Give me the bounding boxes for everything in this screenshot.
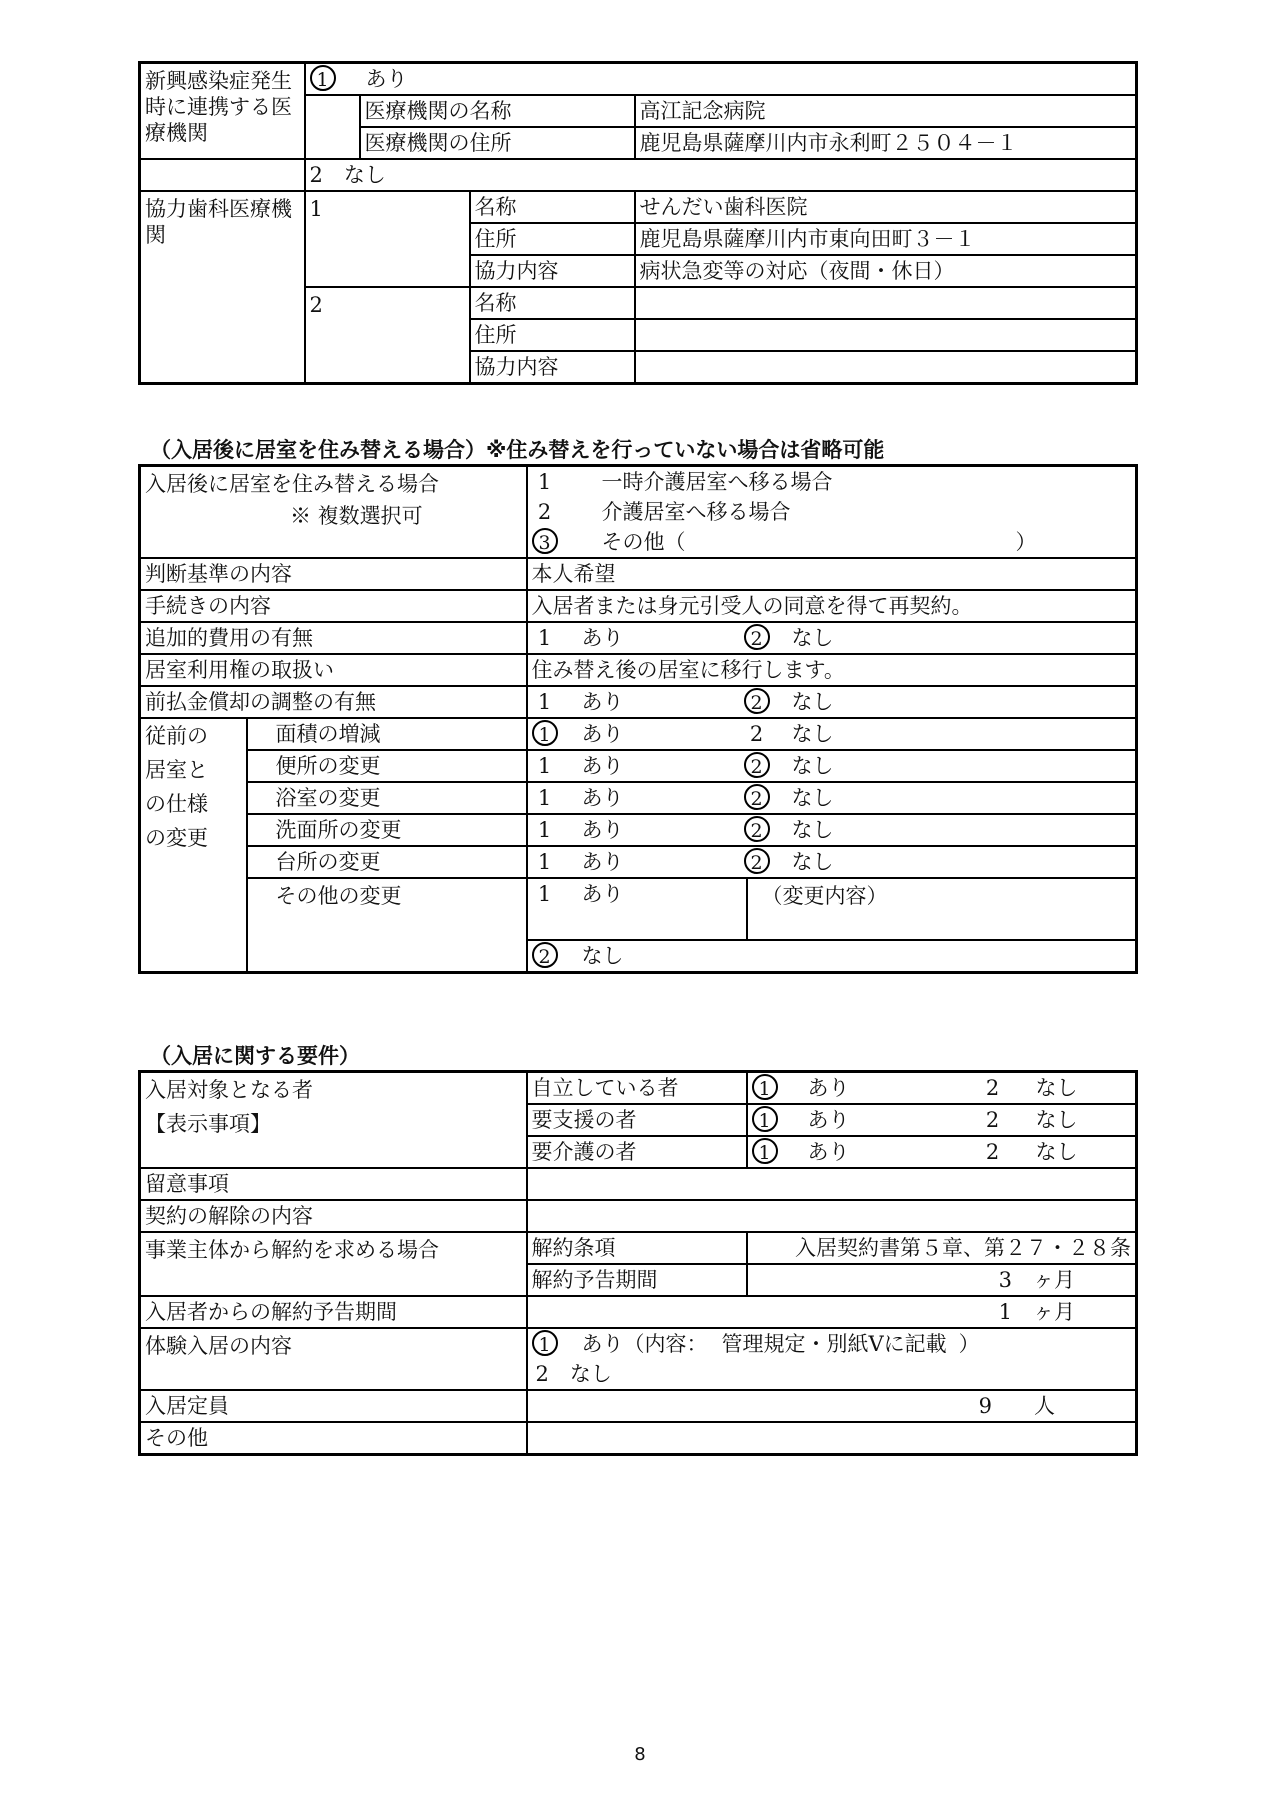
toilet-label: 便所の変更 [247, 750, 527, 782]
dental-1-name-label: 名称 [470, 191, 635, 223]
criteria-value: 本人希望 [527, 558, 1137, 590]
occupancy-right-label: 居室利用権の取扱い [140, 654, 527, 686]
dental-1-addr-label: 住所 [470, 223, 635, 255]
notes-value [527, 1168, 1137, 1200]
notice-value: 3 ヶ月 [747, 1264, 1137, 1296]
dental-2-name-label: 名称 [470, 287, 635, 319]
dental-2-addr-label: 住所 [470, 319, 635, 351]
selected-circle: 1 [752, 1106, 778, 1132]
area-label: 面積の増減 [247, 718, 527, 750]
infection-label: 新興感染症発生時に連携する医療機関 [140, 63, 305, 160]
infection-option-1: 1 あり [305, 63, 1137, 96]
dental-2-addr [635, 319, 1137, 351]
infection-name-label: 医療機関の名称 [360, 95, 635, 127]
cancel-label: 契約の解除の内容 [140, 1200, 527, 1232]
other-change-ari: 1 あり [527, 878, 747, 909]
bath-label: 浴室の変更 [247, 782, 527, 814]
case-option-2: 2 介護居室へ移る場合 [527, 497, 1137, 527]
independent-label: 自立している者 [527, 1072, 747, 1105]
resident-notice-label: 入居者からの解約予告期間 [140, 1296, 527, 1328]
requirements-table [138, 1070, 1138, 1456]
selected-circle: 3 [532, 528, 558, 554]
selected-circle: 2 [532, 942, 558, 968]
independent-options: 1 あり 2 なし [747, 1072, 1137, 1105]
capacity-value: 9 人 [527, 1390, 1137, 1422]
dental-1-coop-label: 協力内容 [470, 255, 635, 287]
prepay-label: 前払金償却の調整の有無 [140, 686, 527, 718]
other-value [527, 1422, 1137, 1455]
selected-circle: 1 [752, 1074, 778, 1100]
selected-circle: 1 [310, 65, 336, 91]
criteria-label: 判断基準の内容 [140, 558, 527, 590]
other-label: その他 [140, 1422, 527, 1455]
infection-name-value: 高江記念病院 [635, 95, 1137, 127]
washroom-options: 1 あり 2 なし [527, 814, 1137, 846]
area-options: 1 あり 2 なし [527, 718, 1137, 750]
extra-cost-label: 追加的費用の有無 [140, 622, 527, 654]
infection-addr-value: 鹿児島県薩摩川内市永利町２５０４－１ [635, 127, 1137, 159]
procedure-value: 入居者または身元引受人の同意を得て再契約。 [527, 590, 1137, 622]
notice-label: 解約予告期間 [527, 1264, 747, 1296]
room-change-table [138, 464, 1138, 974]
kitchen-options: 1 あり 2 なし [527, 846, 1137, 878]
infection-option-2: 2 なし [305, 159, 1137, 191]
requirements-heading: （入居に関する要件） [150, 1044, 360, 1068]
selected-circle: 2 [744, 784, 770, 810]
spec-change-label: 従前の 居室と の仕様 の変更 [140, 718, 247, 973]
selected-circle: 2 [744, 848, 770, 874]
selected-circle: 1 [532, 720, 558, 746]
trial-content: 管理規定・別紙Ⅴに記載 [721, 1332, 947, 1356]
room-change-case: 入居後に居室を住み替える場合 ※ 複数選択可 [140, 466, 527, 559]
medical-institutions-table [138, 61, 1138, 385]
case-option-3: 3 その他（ ） [527, 527, 1137, 558]
selected-circle: 2 [744, 624, 770, 650]
dental-label: 協力歯科医療機関 [140, 191, 305, 384]
support-options: 1 あり 2 なし [747, 1104, 1137, 1136]
procedure-label: 手続きの内容 [140, 590, 527, 622]
care-options: 1 あり 2 なし [747, 1136, 1137, 1168]
page-number: 8 [634, 1744, 646, 1765]
case-option-1: 1 一時介護居室へ移る場合 [527, 466, 1137, 498]
resident-notice-value: 1 ヶ月 [527, 1296, 1137, 1328]
dental-2-name [635, 287, 1137, 319]
care-label: 要介護の者 [527, 1136, 747, 1168]
selected-circle: 2 [744, 816, 770, 842]
cancel-clause-label: 解約条項 [527, 1232, 747, 1264]
extra-cost-options: 1 あり 2 なし [527, 622, 1137, 654]
support-label: 要支援の者 [527, 1104, 747, 1136]
trial-option-2: 2 なし [527, 1359, 1137, 1390]
dental-1-name: せんだい歯科医院 [635, 191, 1137, 223]
operator-cancel-label: 事業主体から解約を求める場合 [140, 1232, 527, 1296]
cancel-value [527, 1200, 1137, 1232]
dental-1-coop: 病状急変等の対応（夜間・休日） [635, 255, 1137, 287]
trial-label: 体験入居の内容 [140, 1328, 527, 1390]
selected-circle: 1 [752, 1138, 778, 1164]
selected-circle: 2 [744, 688, 770, 714]
dental-1-num: 1 [305, 191, 470, 287]
notes-label: 留意事項 [140, 1168, 527, 1200]
selected-circle: 2 [744, 752, 770, 778]
selected-circle: 1 [532, 1330, 558, 1356]
infection-addr-label: 医療機関の住所 [360, 127, 635, 159]
dental-1-addr: 鹿児島県薩摩川内市東向田町３－１ [635, 223, 1137, 255]
toilet-options: 1 あり 2 なし [527, 750, 1137, 782]
change-content-label: （変更内容） [747, 878, 1137, 940]
cancel-clause-value: 入居契約書第５章、第２７・２８条 [747, 1232, 1137, 1264]
washroom-label: 洗面所の変更 [247, 814, 527, 846]
bath-options: 1 あり 2 なし [527, 782, 1137, 814]
other-change-label: その他の変更 [247, 878, 527, 973]
dental-2-coop-label: 協力内容 [470, 351, 635, 384]
dental-2-coop [635, 351, 1137, 384]
dental-2-num: 2 [305, 287, 470, 384]
occupancy-right-value: 住み替え後の居室に移行します。 [527, 654, 1137, 686]
other-change-nashi: 2 なし [527, 940, 1137, 973]
kitchen-label: 台所の変更 [247, 846, 527, 878]
capacity-label: 入居定員 [140, 1390, 527, 1422]
prepay-options: 1 あり 2 なし [527, 686, 1137, 718]
target-residents: 入居対象となる者 【表示事項】 [140, 1072, 527, 1169]
multi-select-note: ※ 複数選択可 [290, 504, 423, 528]
trial-option-1: 1 あり（内容： 管理規定・別紙Ⅴに記載 ） [527, 1328, 1137, 1359]
room-change-heading: （入居後に居室を住み替える場合）※住み替えを行っていない場合は省略可能 [150, 438, 885, 462]
